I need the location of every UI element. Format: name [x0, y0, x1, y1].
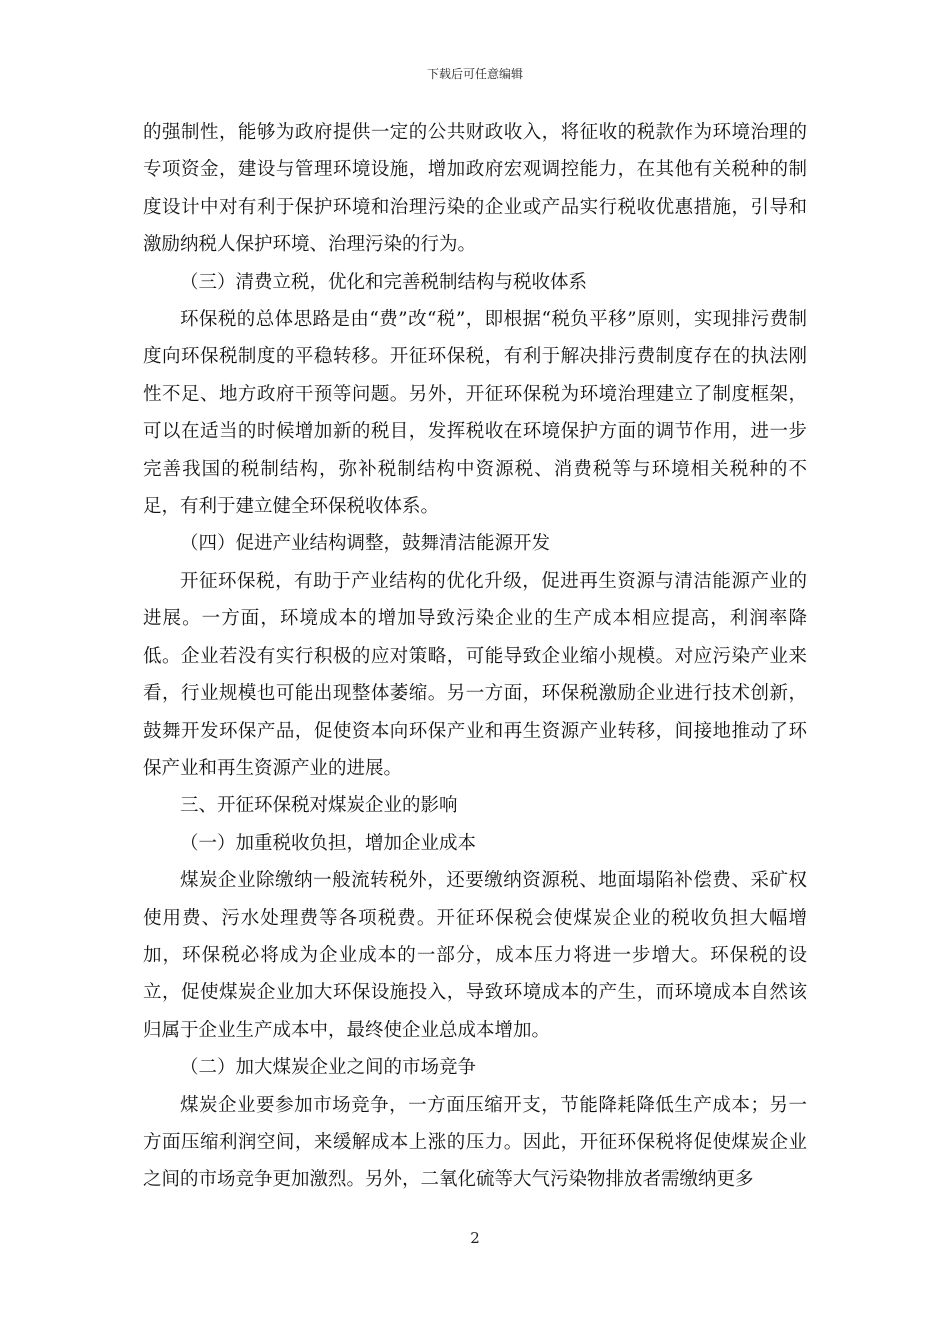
document-body: [143, 114, 807, 1199]
chapter-heading: 三、开征环保税对煤炭企业的影响: [180, 795, 458, 817]
paragraph: 煤炭企业要参加市场竞争，一方面压缩开支，节能降耗降低生产成本；另一方面压缩利润空间，来缓解成本上涨的压力。因此，开征环保税将促使煤炭企业之间的市场竞争更加激烈。另外，二氧化硫等大气污染物排放者需缴纳更多: [143, 1094, 807, 1191]
paragraph: 煤炭企业除缴纳一般流转税外，还要缴纳资源税、地面塌陷补偿费、采矿权使用费、污水处理费等各项税费。开征环保税会使煤炭企业的税收负担大幅增加，环保税必将成为企业成本的一部分，成本压力将进一步增大。环保税的设立，促使煤炭企业加大环保设施投入，导致环境成本的产生，而环境成本自然该归属于企业生产成本中，最终使企业总成本增加。: [143, 870, 807, 1041]
section-heading: （三）清费立税，优化和完善税制结构与税收体系: [180, 271, 588, 293]
paragraph: 环保税的总体思路是由“费”改“税”，即根据“税负平移”原则，实现排污费制度向环保税制度的平稳转移。开征环保税，有利于解决排污费制度存在的执法刚性不足、地方政府干预等问题。另外，开征环保税为环境治理建立了制度框架，可以在适当的时候增加新的税目，发挥税收在环境保护方面的调节作用，进一步完善我国的税制结构，弥补税制结构中资源税、消费税等与环境相关税种的不足，有利于建立健全环保税收体系。: [143, 309, 807, 518]
paragraph: 开征环保税，有助于产业结构的优化升级，促进再生资源与清洁能源产业的进展。一方面，环境成本的增加导致污染企业的生产成本相应提高，利润率降低。企业若没有实行积极的应对策略，可能导致企业缩小规模。对应污染产业来看，行业规模也可能出现整体萎缩。另一方面，环保税激励企业进行技术创新，鼓舞开发环保产品，促使资本向环保产业和再生资源产业转移，间接地推动了环保产业和再生资源产业的进展。: [143, 570, 807, 779]
section-heading: （四）促进产业结构调整，鼓舞清洁能源开发: [180, 533, 551, 555]
page-number: 2: [470, 1229, 480, 1247]
section-heading: （一）加重税收负担，增加企业成本: [180, 832, 477, 854]
paragraph-continuation: 的强制性，能够为政府提供一定的公共财政收入，将征收的税款作为环境治理的专项资金，建设与管理环境设施，增加政府宏观调控能力，在其他有关税种的制度设计中对有利于保护环境和治理污染的企业或产品实行税收优惠措施，引导和激励纳税人保护环境、治理污染的行为。: [143, 122, 807, 256]
section-heading: （二）加大煤炭企业之间的市场竞争: [180, 1057, 477, 1079]
page-header: 下载后可任意编辑: [426, 67, 523, 81]
